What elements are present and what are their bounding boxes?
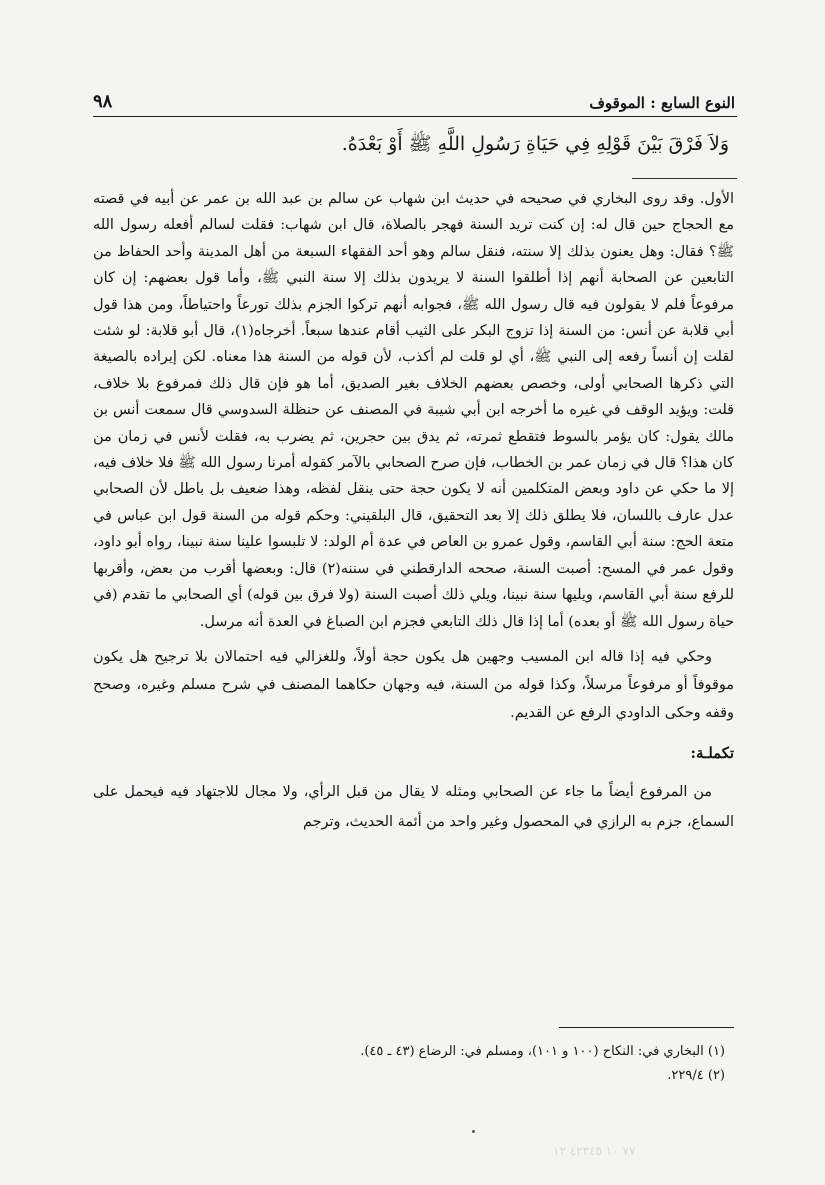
- footnote-2: (٢) ٢٢٩/٤.: [667, 1068, 725, 1083]
- section-heading: تكملـة:: [690, 744, 734, 762]
- running-title: النوع السابع : الموقوف: [589, 94, 735, 112]
- paragraph-1: الأول. وقد روى البخاري في صحيحه في حديث ابن شهاب عن سالم بن عبد الله بن عمر عن أبيه في قصته مع الحجاج حين قال له: إن كنت تريد السنة فهجر بالصلاة، قال ابن شهاب: فقلت لسالم أفعله رسول الله ﷺ؟ فقال: وهل يعنون بذلك إلا سنته، فنقل سالم وهو أحد الفقهاء السبعة من أهل المدينة وأحد الحفاظ من التابعين عن الصحابة أنهم إذا أطلقوا السنة لا يريدون بذلك إلا سنة النبي ﷺ، وأما قول بعضهم: إن كان مرفوعاً فلم لا يقولون فيه قال رسول الله ﷺ، فجوابه أنهم تركوا الجزم بذلك تورعاً واحتياطاً، ومن هذا قول أبي قلابة عن أنس: من السنة إذا تزوج البكر على الثيب أقام عندها سبعاً. أخرجاه(١)، قال أبو قلابة: لو شئت لقلت إن أنساً رفعه إلى النبي ﷺ، أي لو قلت لم أكذب، لأن قوله من السنة هذا معناه. لكن إيراده بالصيغة التي ذكرها الصحابي أولى، وخصص بعضهم الخلاف بغير الصديق، أما هو فإن قال ذلك فمرفوع بلا خلاف، قلت: ويؤيد الوقف في غيره ما أخرجه ابن أبي شيبة في المصنف عن حنظلة السدوسي قال سمعت أنس بن مالك يقول: كان يؤمر بالسوط فتقطع ثمرته، ثم يدق بين حجرين، ثم يضرب به، فقلت لأنس في زمان من كان هذا؟ قال في زمان عمر بن الخطاب، فإن صرح الصحابي بالآمر كقوله أمرنا رسول الله ﷺ فلا خلاف فيه، إلا ما حكي عن داود وبعض المتكلمين أنه لا يكون حجة حتى ينقل لفظه، وهذا ضعيف بل باطل لأن الصحابي عدل عارف باللسان، فلا يطلق ذلك إلا بعد التحقيق، قال البلقيني: وحكم قوله من السنة قول ابن عباس في متعة الحج: سنة أبي القاسم، وقول عمرو بن العاص في عدة أم الولد: لا تلبسوا علينا سنة نبينا، رواه أبو داود، وقول عمر في المسح: أصبت السنة، صححه الدارقطني في سننه(٢) قال: وبعضها أقرب من بعض، وأقربها للرفع سنة أبي القاسم، ويليها سنة نبينا، ويلي ذلك أصبت السنة (ولا فرق بين قوله) أي الصحابي ما تقدم (في حياة رسول الله ﷺ أو بعده) أما إذا قال ذلك التابعي فجزم ابن الصباغ في العدة أنه مرسل.: [93, 191, 734, 630]
- commentary-body: [93, 186, 734, 837]
- paragraph-3: من المرفوع أيضاً ما جاء عن الصحابي ومثله لا يقال من قبل الرأي، ولا مجال للاجتهاد فيه فيحمل على السماع، جزم به الرازي في المحصول وغير واحد من أئمة الحديث، وترجم: [93, 783, 734, 830]
- footnotes: [93, 1040, 725, 1088]
- header-rule: [93, 116, 737, 117]
- footnote-1: (١) البخاري في: النكاح (١٠٠ و ١٠١)، ومسلم في: الرضاع (٤٣ ـ ٤٥).: [360, 1044, 725, 1059]
- page-number: ٩٨: [93, 91, 113, 112]
- ink-speck: [472, 1130, 475, 1133]
- matn-divider: [632, 178, 737, 179]
- matn-line: وَلاَ فَرْقَ بَيْنَ قَوْلِهِ فِي حَيَاةِ رَسُولِ اللَّهِ ﷺ أَوْ بَعْدَهُ.: [341, 133, 729, 155]
- footnote-rule: [559, 1027, 734, 1028]
- bleed-through-text: ٧٧ ١٠ ٤٢٣٤٥ ١٢: [553, 1144, 636, 1158]
- paragraph-2: وحكي فيه إذا قاله ابن المسيب وجهين هل يكون حجة أولاً، وللغزالي فيه احتمالان بلا ترجيح هل يكون موقوفاً أو مرفوعاً مرسلاً، وكذا قوله من السنة، فيه وجهان حكاهما المصنف في شرح مسلم وغيره، وصحح وقفه وحكى الداودي الرفع عن القديم.: [93, 648, 734, 721]
- running-header: [93, 86, 735, 112]
